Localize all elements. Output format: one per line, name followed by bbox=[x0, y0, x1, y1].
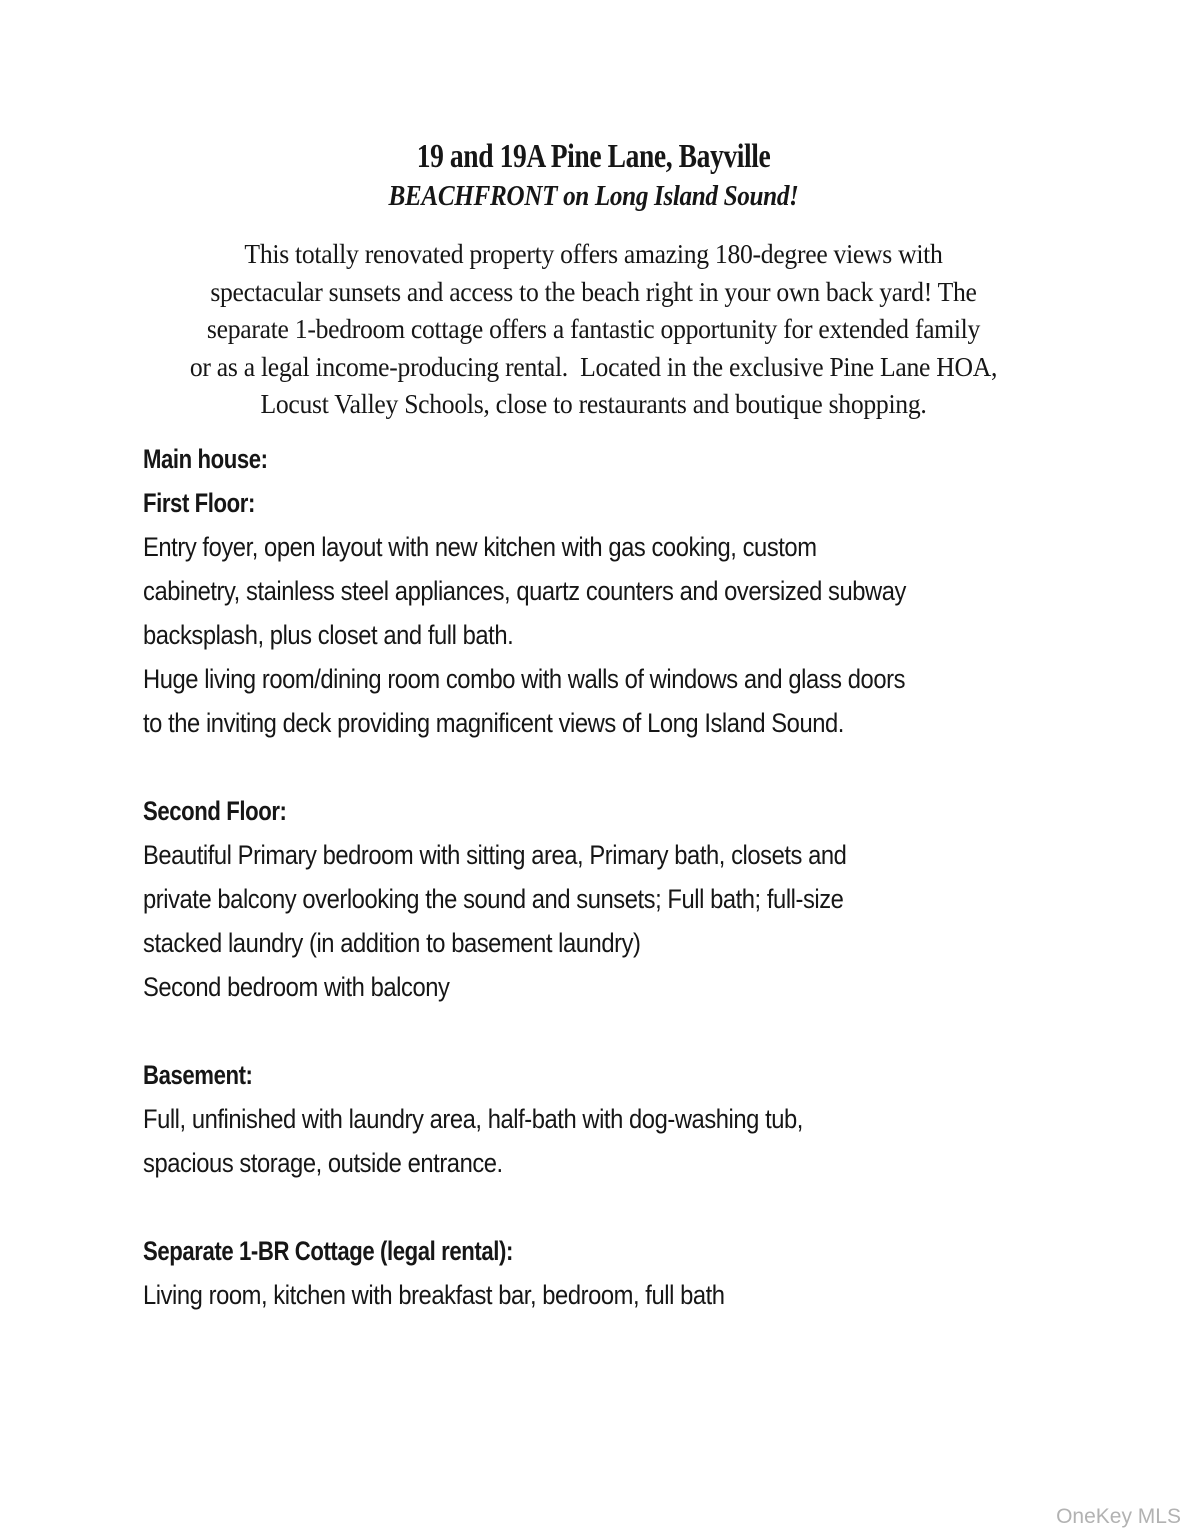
body-line: private balcony overlooking the sound and sunsets; Full bath; full-size bbox=[143, 884, 844, 914]
body-line: Huge living room/dining room combo with walls of windows and glass doors bbox=[143, 664, 906, 694]
body-line: Living room, kitchen with breakfast bar, bedroom, full bath bbox=[143, 1280, 725, 1310]
body-line: Full, unfinished with laundry area, half-bath with dog-washing tub, bbox=[143, 1104, 803, 1134]
intro-line: separate 1-bedroom cottage offers a fantastic opportunity for extended family bbox=[206, 314, 981, 344]
body-line: Second bedroom with balcony bbox=[143, 972, 450, 1002]
section-second-floor bbox=[143, 789, 1010, 1009]
body-line: backsplash, plus closet and full bath. bbox=[143, 620, 514, 650]
section-heading: Main house: bbox=[143, 444, 268, 474]
intro-line: or as a legal income-producing rental. Located in the exclusive Pine Lane HOA, bbox=[189, 351, 998, 382]
onekey-mls-watermark: OneKey MLS bbox=[1056, 1505, 1181, 1528]
page-subtitle: BEACHFRONT on Long Island Sound! bbox=[388, 181, 799, 212]
body-line: cabinetry, stainless steel appliances, quartz counters and oversized subway bbox=[143, 576, 906, 606]
body-line: stacked laundry (in addition to basement laundry) bbox=[143, 928, 641, 958]
section-heading: Separate 1-BR Cottage (legal rental): bbox=[143, 1236, 513, 1266]
intro-line: This totally renovated property offers amazing 180-degree views with bbox=[244, 239, 943, 269]
intro-line: Locust Valley Schools, close to restaurants and boutique shopping. bbox=[260, 389, 927, 419]
section-heading: First Floor: bbox=[143, 488, 255, 518]
section-cottage bbox=[143, 1229, 1010, 1317]
section-main-house-first-floor bbox=[143, 437, 1010, 745]
body-text bbox=[143, 437, 1010, 1317]
body-line: Entry foyer, open layout with new kitchen with gas cooking, custom bbox=[143, 532, 817, 562]
body-line: spacious storage, outside entrance. bbox=[143, 1148, 503, 1178]
page-title: 19 and 19A Pine Lane, Bayville bbox=[416, 138, 771, 175]
intro-line: spectacular sunsets and access to the beach right in your own back yard! The bbox=[210, 276, 977, 307]
section-heading: Basement: bbox=[143, 1060, 253, 1090]
section-basement bbox=[143, 1053, 1010, 1185]
body-line: Beautiful Primary bedroom with sitting area, Primary bath, closets and bbox=[143, 840, 847, 870]
section-heading: Second Floor: bbox=[143, 796, 287, 826]
intro-paragraph bbox=[0, 236, 1187, 424]
body-line: to the inviting deck providing magnificent views of Long Island Sound. bbox=[143, 708, 844, 738]
